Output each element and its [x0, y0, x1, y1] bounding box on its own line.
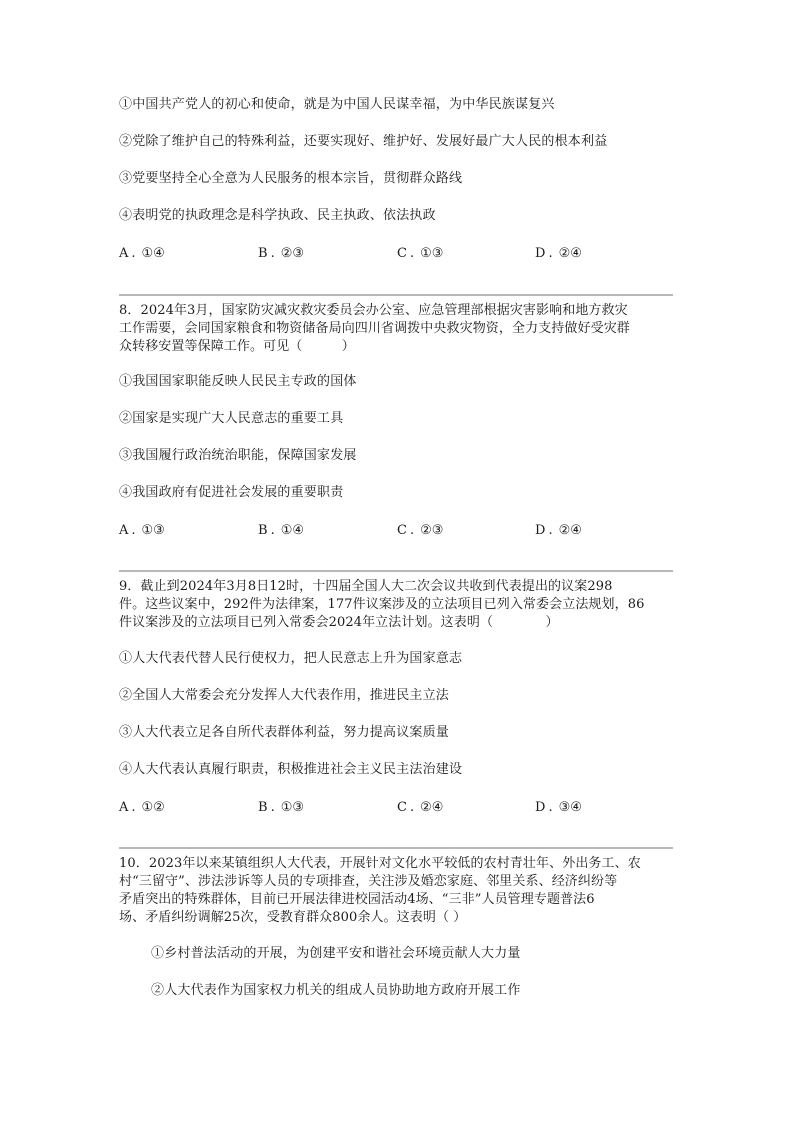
q9-option-c[interactable]: C . ②④: [397, 800, 444, 815]
q10-statement-2: ②人大代表作为国家权力机关的组成人员协助地方政府开展工作: [151, 983, 521, 998]
q8-option-d[interactable]: D . ②④: [535, 523, 582, 538]
q10-stem-line-3: 矛盾突出的特殊群体，目前已开展法律进校园活动4场、“三非”人员管理专题普法6: [119, 892, 595, 907]
q8-option-a[interactable]: A . ①③: [119, 523, 165, 538]
q9-statement-1: ①人大代表代替人民行使权力，把人民意志上升为国家意志: [119, 651, 463, 666]
q7-option-a[interactable]: A . ①④: [119, 246, 165, 261]
q8-option-c[interactable]: C . ②③: [397, 523, 444, 538]
q9-stem-line-3: 件议案涉及的立法项目已列入常委会2024年立法计划。这表明（ ）: [119, 615, 559, 630]
q9-stem-line-1: 9．截止到2024年3月8日12时，十四届全国人大二次会议共收到代表提出的议案298: [119, 579, 613, 594]
q8-statement-3: ③我国履行政治统治职能，保障国家发展: [119, 448, 357, 463]
q9-statement-3: ③人大代表立足各自所代表群体利益，努力提高议案质量: [119, 725, 450, 740]
q9-option-d[interactable]: D . ③④: [535, 800, 582, 815]
q8-stem-line-1: 8．2024年3月，国家防灾减灾救灾委员会办公室、应急管理部根据灾害影响和地方救灾: [119, 303, 628, 318]
question-divider: [119, 847, 673, 849]
q9-option-b[interactable]: B . ①③: [258, 800, 305, 815]
q7-statement-3: ③党要坚持全心全意为人民服务的根本宗旨，贯彻群众路线: [119, 171, 463, 186]
q10-stem-line-2: 村“三留守”、涉法涉诉等人员的专项排查，关注涉及婚恋家庭、邻里关系、经济纠纷等: [119, 874, 618, 889]
q10-statement-1: ①乡村普法活动的开展，为创建平安和谐社会环境贡献人大力量: [151, 946, 521, 961]
q8-statement-1: ①我国国家职能反映人民民主专政的国体: [119, 374, 357, 389]
question-divider: [119, 294, 673, 296]
q8-stem-line-3: 众转移安置等保障工作。可见（ ）: [119, 339, 355, 354]
q9-option-a[interactable]: A . ①②: [119, 800, 165, 815]
q9-statement-4: ④人大代表认真履行职责，积极推进社会主义民主法治建设: [119, 762, 463, 777]
q7-statement-1: ①中国共产党人的初心和使命，就是为中国人民谋幸福，为中华民族谋复兴: [119, 97, 555, 112]
q8-stem-line-2: 工作需要，会同国家粮食和物资储备局向四川省调拨中央救灾物资，全力支持做好受灾群: [119, 321, 630, 336]
q8-option-b[interactable]: B . ①④: [258, 523, 305, 538]
q9-statement-2: ②全国人大常委会充分发挥人大代表作用，推进民主立法: [119, 688, 450, 703]
q8-statement-2: ②国家是实现广大人民意志的重要工具: [119, 411, 344, 426]
q8-statement-4: ④我国政府有促进社会发展的重要职责: [119, 485, 344, 500]
q10-stem-line-1: 10．2023年以来某镇组织人大代表，开展针对文化水平较低的农村青壮年、外出务工、农: [119, 856, 641, 871]
q7-option-b[interactable]: B . ②③: [258, 246, 305, 261]
q9-stem-line-2: 件。这些议案中，292件为法律案，177件议案涉及的立法项目已列入常委会立法规划，86: [119, 597, 645, 612]
q7-statement-4: ④表明党的执政理念是科学执政、民主执政、依法执政: [119, 208, 436, 223]
q10-stem-line-4: 场、矛盾纠纷调解25次，受教育群众800余人。这表明（ ）: [119, 910, 467, 925]
q7-option-c[interactable]: C . ①③: [397, 246, 444, 261]
question-divider: [119, 570, 673, 572]
q7-option-d[interactable]: D . ②④: [535, 246, 582, 261]
q7-statement-2: ②党除了维护自己的特殊利益，还要实现好、维护好、发展好最广大人民的根本利益: [119, 134, 608, 149]
